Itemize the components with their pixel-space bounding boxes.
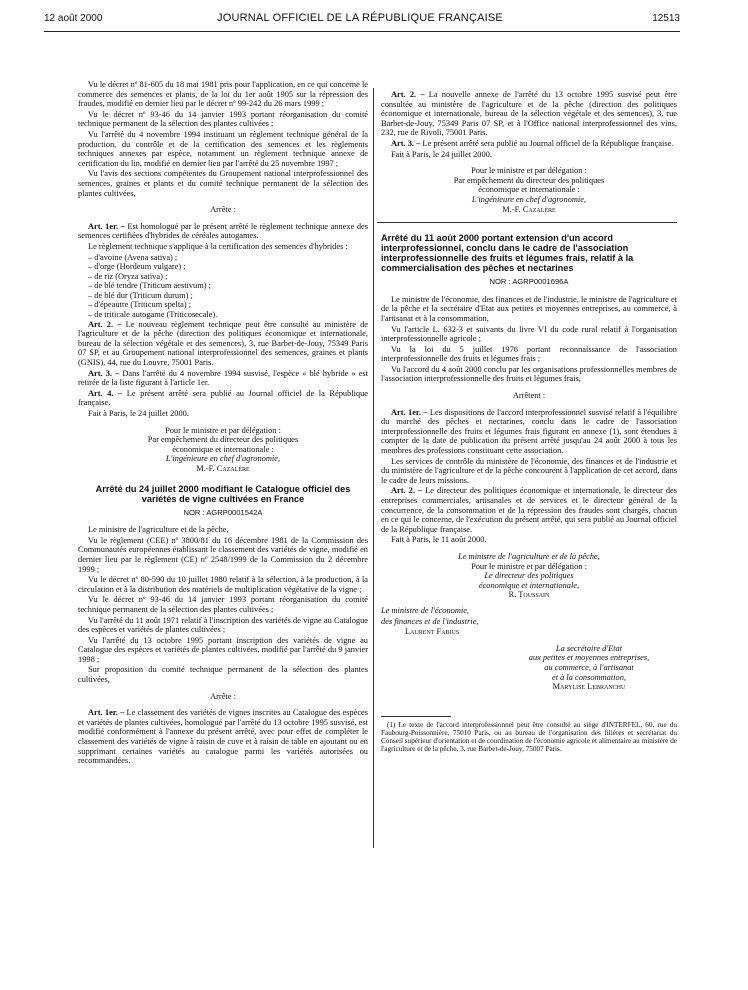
article bbox=[381, 486, 677, 534]
paragraph: Le règlement technique s'applique à la certification des semences d'hybrides : bbox=[88, 241, 348, 251]
article bbox=[78, 320, 368, 368]
left-column bbox=[78, 80, 368, 767]
list-item: – de triticale autogame (Triticosecale). bbox=[88, 310, 218, 320]
article bbox=[381, 408, 677, 456]
footnote: (1) Le texte de l'accord interprofessionnel peut être consulté au siège d'INTERFEL, 60, rue du Faubourg-Poissonnière, 75010 Paris, ou au bureau de l'organisation des filières et secrétariat du Conseil supérieur d'orientation et de coordination de l'économie agricole et alimentaire au ministère de l'agriculture et de la pêche, 3, rue Barbet-de-Jouy, 75007 Paris. bbox=[381, 720, 677, 754]
list-item: – de blé tendre (Triticum aestivum) ; bbox=[88, 281, 211, 291]
article bbox=[78, 389, 368, 408]
page-number: 12513 bbox=[652, 13, 680, 24]
signatory-name: Laurent Fabius bbox=[405, 627, 460, 637]
paragraph: Vu le décret nº 81-605 du 18 mai 1981 pris pour l'application, en ce qui concerne le commerce des semences et plants, de la loi du 1er août 1905 sur la répression des fraudes, modifié en dernier lieu par le décret nº 99-242 du 26 mars 1999 ; bbox=[78, 80, 368, 109]
done-at: Fait à Paris, le 24 juillet 2000. bbox=[391, 149, 492, 159]
signature-line: aux petites et moyennes entreprises, bbox=[528, 653, 650, 663]
paragraph: Vu la loi du 5 juillet 1976 portant reconnaissance de l'association interprofessionnelle des fruits et légumes frais ; bbox=[381, 344, 677, 364]
list-item: – d'épeautre (Triticum spelta) ; bbox=[88, 300, 192, 310]
done-at: Fait à Paris, le 24 juillet 2000. bbox=[88, 409, 189, 418]
article-label: Art. 3. – bbox=[88, 368, 120, 378]
nor-reference: NOR : AGRP0001542A bbox=[183, 507, 263, 517]
done-at: Fait à Paris, le 11 août 2000. bbox=[391, 535, 487, 545]
article bbox=[78, 369, 368, 388]
article-text: Est homologué par le présent arrêté le règlement technique annexe des semences certifiées d'hybrides de céréales autogames. bbox=[78, 221, 369, 241]
signature-line: Par empêchement du directeur des politiques bbox=[453, 175, 605, 185]
article-label: Art. 2. – bbox=[391, 90, 425, 99]
decree-title: Arrêté du 24 juillet 2000 modifiant le Catalogue officiel des variétés de vigne cultivées en France bbox=[95, 483, 351, 504]
signature-line: Le directeur des politiques bbox=[484, 571, 574, 581]
signature-line: des finances et de l'industrie, bbox=[381, 616, 479, 626]
article-label: Art. 3. – bbox=[391, 138, 421, 148]
article-label: Art. 1er. – bbox=[88, 221, 125, 231]
paragraph: Vu le règlement (CEE) nº 3800/81 du 16 décembre 1981 de la Commission des Communautés européennes établissant le classement des variétés de vigne, modifié en dernier lieu par le règlement (CE) nº 2548/1999 de la Commission du 2 décembre 1999 ; bbox=[78, 535, 368, 574]
paragraph: Le ministre de l'économie, des finances et de l'industrie, le ministre de l'agriculture et de la pêche et la secrétaire d'Etat aux petites et moyennes entreprises, au commerce, à l'artisanat et à la consommation, bbox=[381, 294, 677, 323]
paragraph: Le ministre de l'agriculture et de la pêche, bbox=[88, 525, 229, 535]
article bbox=[78, 222, 368, 241]
article-text: Les dispositions de l'accord interprofessionnel susvisé relatif à l'équilibre du marché des pêches et nectarines, conclu dans le cadre de l'association interprofessionnelle des fruits et légumes frais figurant en annexe (1), sont étendues à compter de la date de publication du présent arrêté jusqu'au 24 août 2000 à tous les membres des professions constituant cette association. bbox=[381, 407, 678, 456]
signatory-name: Marylise Lebranchu bbox=[552, 682, 626, 692]
paragraph: Vu le décret nº 93-46 du 14 janvier 1993 portant réorganisation du comité technique permanent de la sélection des plantes cultivées ; bbox=[78, 109, 368, 129]
paragraph: Vu le décret nº 93-46 du 14 janvier 1993 portant réorganisation du comité technique permanent de la sélection des plantes cultivées ; bbox=[78, 595, 368, 614]
signature-line: Par empêchement du directeur des politiques bbox=[147, 435, 299, 445]
signature-line: et à la consommation, bbox=[552, 672, 626, 682]
article-text: Dans l'arrêté du 4 novembre 1994 susvisé, l'espèce « blé hybride » est retirée de la liste figurant à l'article 1er. bbox=[78, 368, 369, 388]
arretent-heading: Arrêtent : bbox=[512, 391, 546, 401]
column-separator bbox=[373, 88, 374, 848]
signature-line: Pour le ministre et par délégation : bbox=[471, 166, 587, 176]
signature-line: L'ingénieure en chef d'agronomie, bbox=[471, 194, 587, 204]
nor-reference: NOR : AGRP0001696A bbox=[489, 277, 569, 287]
right-column bbox=[381, 90, 677, 755]
signatory-name: M.-F. Cazalère bbox=[196, 463, 250, 473]
signature-line: Pour le ministre et par délégation : bbox=[471, 561, 587, 571]
article-text: Le présent arrêté sera publié au Journal officiel de la République française. bbox=[422, 138, 674, 148]
arrete-heading: Arrête : bbox=[210, 691, 236, 701]
list-item: – de blé dur (Triticum durum) ; bbox=[88, 290, 193, 300]
signature-line: Pour le ministre et par délégation : bbox=[165, 425, 281, 435]
signature-line: économique et internationale, bbox=[478, 580, 580, 590]
footnote-rule bbox=[381, 716, 451, 717]
paragraph: Vu l'accord du 4 août 2000 conclu par les organisations professionnelles membres de l'association interprofessionnelle des fruits et légumes frais, bbox=[381, 364, 677, 384]
signature-line: L'ingénieure en chef d'agronomie, bbox=[165, 454, 281, 464]
paragraph: Vu l'arrêté du 11 août 1971 relatif à l'inscription des variétés de vigne au Catalogue des espèces et variétés de plantes cultivées ; bbox=[78, 615, 368, 635]
journal-title: JOURNAL OFFICIEL DE LA RÉPUBLIQUE FRANÇAISE bbox=[217, 12, 503, 24]
article-text: Le présent arrêté sera publié au Journal officiel de la République française. bbox=[78, 388, 369, 408]
article-label: Art. 1er. – bbox=[391, 407, 428, 417]
signature-line: Le ministre de l'agriculture et de la pêche, bbox=[458, 551, 600, 561]
list-item: – d'avoine (Avena sativa) ; bbox=[88, 252, 178, 262]
article-label: Art. 2. – bbox=[391, 486, 423, 496]
arrete-heading: Arrête : bbox=[210, 205, 236, 215]
page-header bbox=[44, 10, 680, 30]
section-rule bbox=[377, 222, 677, 223]
article-label: Art. 1er. – bbox=[88, 708, 125, 718]
article bbox=[381, 90, 677, 138]
paragraph: Sur proposition du comité technique permanent de la sélection des plantes cultivées, bbox=[78, 665, 368, 685]
article-text: Le directeur des politiques économique et internationale, le directeur des entreprises commerciales, artisanales et de services et le directeur général de la concurrence, de la consommation et de la répression des fraudes sont chargés, chacun en ce qui le concerne, de l'exécution du présent arrêté, qui sera publié au Journal officiel de la République française. bbox=[381, 486, 677, 534]
list-item: – d'orge (Hordeum vulgare) ; bbox=[88, 262, 186, 272]
header-rule bbox=[44, 31, 680, 32]
paragraph: Vu l'arrêté du 13 octobre 1995 portant inscription des variétés de vigne au Catalogue des espèces et variétés de plantes cultivées, modifié par l'arrêté du 9 janvier 1998 ; bbox=[78, 635, 368, 664]
article-label: Art. 4. – bbox=[88, 388, 123, 398]
signature-line: économique et internationale : bbox=[478, 185, 580, 195]
signature-line: Le ministre de l'économie, bbox=[381, 605, 470, 615]
article-text: Le nouveau règlement technique peut être consulté au ministère de l'agriculture et de la pêche (direction des politiques économique et internationale, bureau de la sélection végétale et des semences), 3, rue Barbet-de-Jouy, 75349 Paris 07 SP, et au Groupement national interprofessionnel des semences, graines et plants (GNIS), 44, rue du Louvre, 75001 Paris. bbox=[78, 319, 368, 368]
article-label: Art. 2. – bbox=[88, 319, 122, 329]
header-date: 12 août 2000 bbox=[44, 13, 103, 24]
paragraph: Vu le décret nº 80-590 du 10 juillet 1980 relatif à la sélection, à la production, à la circulation et à la distribution des matériels de multiplication végétative de la vigne ; bbox=[78, 575, 368, 594]
paragraph: Vu l'article L. 632-3 et suivants du livre VI du code rural relatif à l'organisation interprofessionnelle agricole ; bbox=[381, 324, 677, 344]
signatory-name: M.-F. Cazalère bbox=[502, 204, 556, 214]
paragraph: Vu l'avis des sections compétentes du Groupement national interprofessionnel des semences, graines et plants et du comité technique permanent de la sélection des plantes cultivées, bbox=[78, 169, 368, 198]
article-text: La nouvelle annexe de l'arrêté du 13 octobre 1995 susvisé peut être consultée au ministère de l'agriculture et de la pêche (direction des politiques économique et internationale, bureau de la sélection végétale et des semences), 3, rue Barbet-de-Jouy, 75349 Paris 07 SP, et à l'Office national interprofessionnel des vins, 232, rue de Rivoli, 75001 Paris. bbox=[381, 90, 678, 138]
species-list bbox=[78, 253, 368, 320]
signatory-name: R. Toussain bbox=[508, 590, 550, 600]
article-text: Le classement des variétés de vignes inscrites au Catalogue des espèces et variétés de plantes cultivées, homologué par l'arrêté du 13 octobre 1995 susvisé, est modifié conformément à l'annexe du présent arrêté, avec pour effet de compléter le classement des variétés de vigne à raisin de cuve et à raisin de table en ajoutant ou en supprimant certaines variétés au catalogue parmi les variétés autorisées ou recommandées. bbox=[78, 708, 369, 766]
article bbox=[381, 139, 677, 149]
decree-title: Arrêté du 11 août 2000 portant extension d'un accord interprofessionnel, conclu dans le cadre de l'association interprofessionnelle des fruits et légumes frais, relatif à la commercialisation des pêches et nectarines bbox=[381, 233, 634, 274]
signature-line: au commerce, à l'artisanat bbox=[544, 662, 634, 672]
paragraph: Vu l'arrêté du 4 novembre 1994 instituant un règlement technique général de la production, du contrôle et de la certification des semences et les règlements techniques annexes par espèce, notamment un règlement technique annexe de certification du lin, modifié en dernier lieu par l'arrêté du 25 novembre 1997 ; bbox=[78, 129, 368, 168]
signature-line: économique et internationale : bbox=[172, 444, 274, 454]
paragraph: Les services de contrôle du ministère de l'économie, des finances et de l'industrie et du ministère de l'agriculture et de la pêche concourent à l'application de cet accord, dans le cadre de leurs missions. bbox=[381, 456, 677, 485]
signature-line: La secrétaire d'Etat bbox=[555, 643, 623, 653]
article bbox=[78, 708, 368, 766]
list-item: – de riz (Oryza sativa) ; bbox=[88, 271, 168, 281]
